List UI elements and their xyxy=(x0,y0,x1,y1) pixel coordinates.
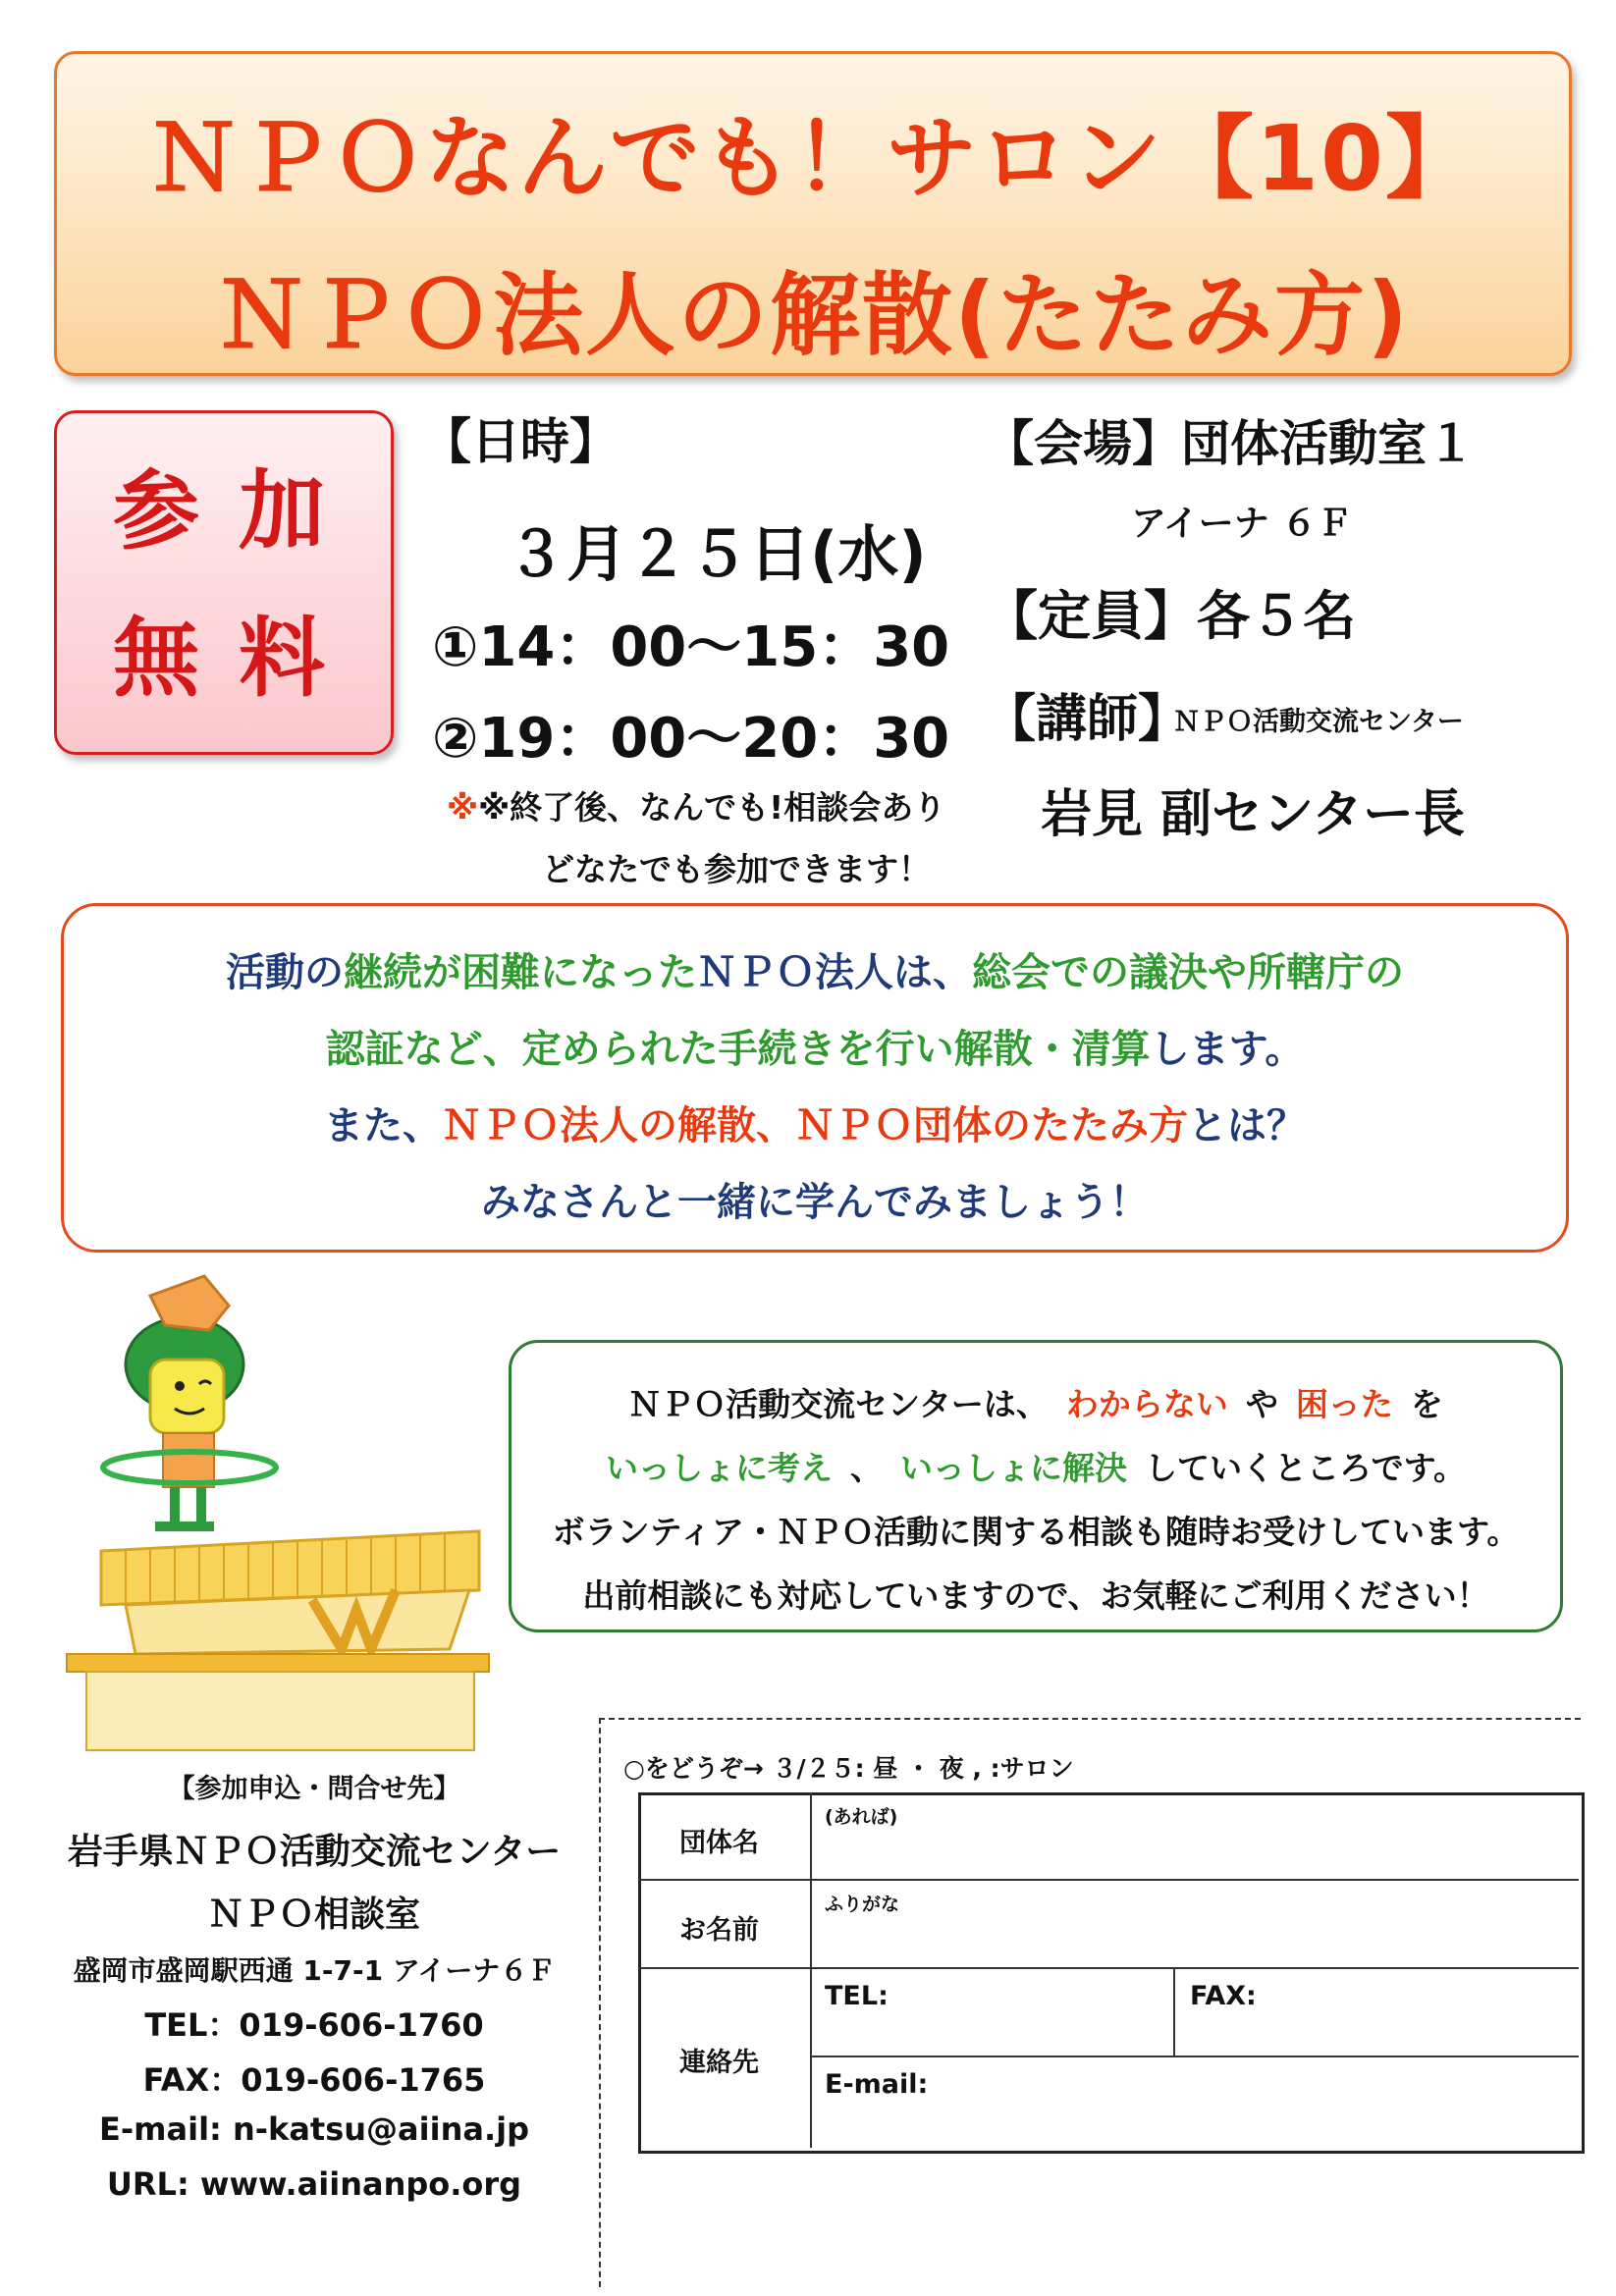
building-illustration xyxy=(67,1531,489,1750)
desc-1a: 活動の xyxy=(226,950,344,995)
form-name-label: お名前 xyxy=(679,1915,759,1946)
desc-2a: 認証など、 xyxy=(325,1027,522,1072)
title-banner xyxy=(54,51,1572,376)
datetime-label: 【日時】 xyxy=(422,413,619,470)
contact-fax: FAX：019-606-1765 xyxy=(142,2061,486,2099)
form-row-divider-2 xyxy=(638,1967,1579,1969)
capacity: 【定員】各５名 xyxy=(985,585,1356,647)
form-row-divider-1 xyxy=(638,1879,1579,1881)
center-1c: や xyxy=(1245,1385,1278,1423)
center-1b: わからない xyxy=(1065,1385,1228,1423)
lecturer-name: 岩見 副センター長 xyxy=(1041,785,1466,844)
center-2d: していくところです。 xyxy=(1144,1449,1467,1487)
after-session-note: ※※終了後、なんでも!相談会あり xyxy=(447,788,946,827)
contact-dept: ＮＰＯ相談室 xyxy=(207,1895,420,1935)
anyone-welcome-note: どなたでも参加できます！ xyxy=(542,850,931,888)
description-box xyxy=(61,903,1569,1253)
description-line-2 xyxy=(64,1020,1566,1079)
form-col-divider xyxy=(810,1792,812,2148)
form-row-divider-3 xyxy=(810,2056,1579,2057)
event-date: ３月２５日(水) xyxy=(506,518,927,590)
desc-3c: とは？ xyxy=(1188,1103,1306,1148)
email-field[interactable] xyxy=(813,2058,1576,2145)
cut-line-horizontal xyxy=(599,1718,1581,1720)
description-line-3 xyxy=(64,1096,1566,1155)
venue-label: 【会場】団体活動室１ xyxy=(985,415,1476,472)
center-2b: 、 xyxy=(849,1449,883,1487)
form-email-label: E-mail: xyxy=(825,2069,929,2100)
center-2a: いっしょに考え xyxy=(605,1449,833,1487)
fax-field[interactable] xyxy=(1176,1970,1576,2055)
group-name-field[interactable] xyxy=(813,1795,1576,1878)
form-tel-label: TEL: xyxy=(825,1981,889,2011)
tel-field[interactable] xyxy=(813,1970,1172,2055)
desc-1d: 総会での議決や所轄庁の xyxy=(972,950,1404,995)
form-header: ○をどうぞ→ ３/２５: 昼 ・ 夜 , :サロン xyxy=(623,1754,1074,1783)
center-line-3: ボランティア・ＮＰＯ活動に関する相談も随時お受けしています。 xyxy=(552,1513,1520,1551)
form-name-hint: ふりがな xyxy=(825,1894,900,1915)
form-fax-label: FAX: xyxy=(1190,1981,1257,2011)
mascot-building-illustration xyxy=(57,1266,499,1757)
description-line-4: みなさんと一緒に学んでみましょう！ xyxy=(481,1180,1149,1225)
contact-heading: 【参加申込・問合せ先】 xyxy=(168,1774,460,1804)
center-info-box xyxy=(509,1340,1563,1632)
title-line-1: ＮＰＯなんでも！サロン【10】 xyxy=(147,106,1479,211)
center-1e: を xyxy=(1410,1385,1443,1423)
venue-sub: アイーナ ６Ｆ xyxy=(1131,504,1353,544)
desc-1c: ＮＰＯ法人は、 xyxy=(697,950,972,995)
mascot-illustration xyxy=(103,1276,276,1531)
center-line-1 xyxy=(512,1380,1560,1429)
desc-3a: また、 xyxy=(324,1103,442,1148)
badge-line-1: 参加 xyxy=(112,460,364,561)
desc-3b: ＮＰＯ法人の解散、ＮＰＯ団体のたたみ方 xyxy=(442,1103,1188,1148)
form-telfax-divider xyxy=(1173,1967,1175,2056)
center-1d: 困った xyxy=(1295,1385,1393,1423)
lecturer-label: 【講師】 xyxy=(985,690,1190,749)
contact-address: 盛岡市盛岡駅西通 1-7-1 アイーナ６Ｆ xyxy=(73,1954,556,1987)
center-line-4: 出前相談にも対応していますので、お気軽にご利用ください！ xyxy=(582,1576,1489,1615)
name-field[interactable] xyxy=(813,1882,1576,1966)
session-2-time: ②19：00～20：30 xyxy=(432,707,950,771)
contact-email[interactable]: E-mail: n-katsu@aiina.jp xyxy=(99,2110,529,2148)
description-line-1 xyxy=(64,943,1566,1002)
center-line-2 xyxy=(512,1444,1560,1493)
form-group-label: 団体名 xyxy=(679,1828,759,1858)
contact-url[interactable]: URL: www.aiinanpo.org xyxy=(106,2165,522,2203)
form-group-hint: (あれば) xyxy=(825,1806,898,1828)
contact-tel: TEL：019-606-1760 xyxy=(144,2006,484,2044)
session-1-time: ①14：00～15：30 xyxy=(432,615,950,679)
after-session-note-text: ※終了後、なんでも!相談会あり xyxy=(478,788,946,827)
desc-2c: 解散・清算 xyxy=(953,1027,1151,1072)
cut-line-vertical xyxy=(599,1718,601,2287)
contact-org: 岩手県ＮＰＯ活動交流センター xyxy=(67,1832,562,1872)
desc-1b: 継続が困難になった xyxy=(344,950,697,995)
badge-line-2: 無料 xyxy=(112,608,364,709)
center-2c: いっしょに解決 xyxy=(899,1449,1127,1487)
center-1a: ＮＰＯ活動交流センターは、 xyxy=(628,1385,1049,1423)
desc-2b: 定められた手続きを行い xyxy=(521,1027,954,1072)
free-participation-badge xyxy=(54,410,394,755)
desc-2d: します。 xyxy=(1150,1027,1305,1072)
form-contact-label: 連絡先 xyxy=(679,2048,759,2078)
lecturer-org: ＮＰＯ活動交流センター xyxy=(1173,707,1464,737)
title-line-2: ＮＰＯ法人の解散(たたみ方) xyxy=(215,263,1411,368)
